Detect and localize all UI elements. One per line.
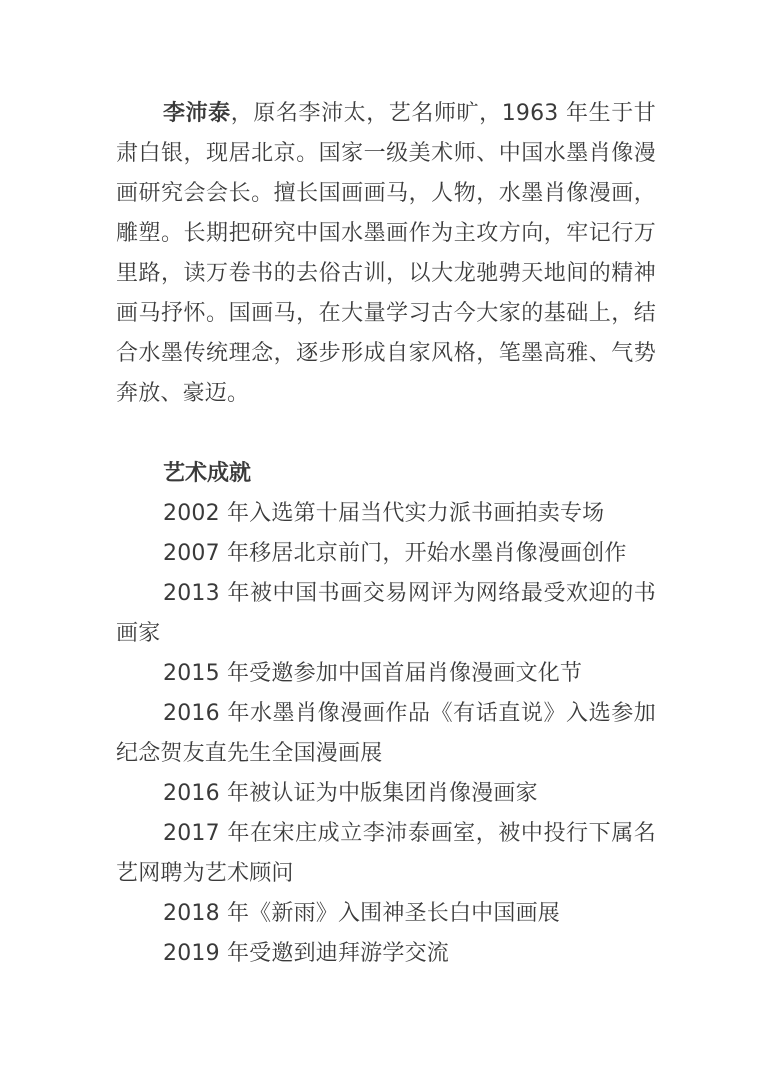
achievement-item: 2013 年被中国书画交易网评为网络最受欢迎的书画家 xyxy=(116,581,656,646)
achievement-item: 2017 年在宋庄成立李沛泰画室，被中投行下属名艺网聘为艺术顾问 xyxy=(116,821,656,886)
document-page xyxy=(116,94,656,974)
achievement-item: 2016 年水墨肖像漫画作品《有话直说》入选参加纪念贺友直先生全国漫画展 xyxy=(116,701,656,766)
achievement-item: 2015 年受邀参加中国首届肖像漫画文化节 xyxy=(163,661,583,686)
achievement-item: 2016 年被认证为中版集团肖像漫画家 xyxy=(163,781,538,806)
section-title-achievements: 艺术成就 xyxy=(163,461,252,486)
achievement-item: 2019 年受邀到迪拜游学交流 xyxy=(163,941,449,966)
achievement-item: 2007 年移居北京前门，开始水墨肖像漫画创作 xyxy=(163,541,627,566)
artist-name: 李沛泰 xyxy=(163,101,231,126)
bio-text: ，原名李沛太，艺名师旷，1963 年生于甘肃白银，现居北京。国家一级美术师、中国水墨肖像漫画研究会会长。擅长国画画马，人物，水墨肖像漫画，雕塑。长期把研究中国水墨画作为主攻方向，牢记行万里路，读万卷书的去俗古训，以大龙驰骋天地间的精神画马抒怀。国画马，在大量学习古今大家的基础上，结合水墨传统理念，逐步形成自家风格，笔墨高雅、气势奔放、豪迈。 xyxy=(116,101,656,406)
achievements-list xyxy=(116,494,656,974)
achievement-item: 2002 年入选第十届当代实力派书画拍卖专场 xyxy=(163,501,605,526)
achievement-item: 2018 年《新雨》入围神圣长白中国画展 xyxy=(163,901,560,926)
bio-paragraph xyxy=(116,94,656,414)
